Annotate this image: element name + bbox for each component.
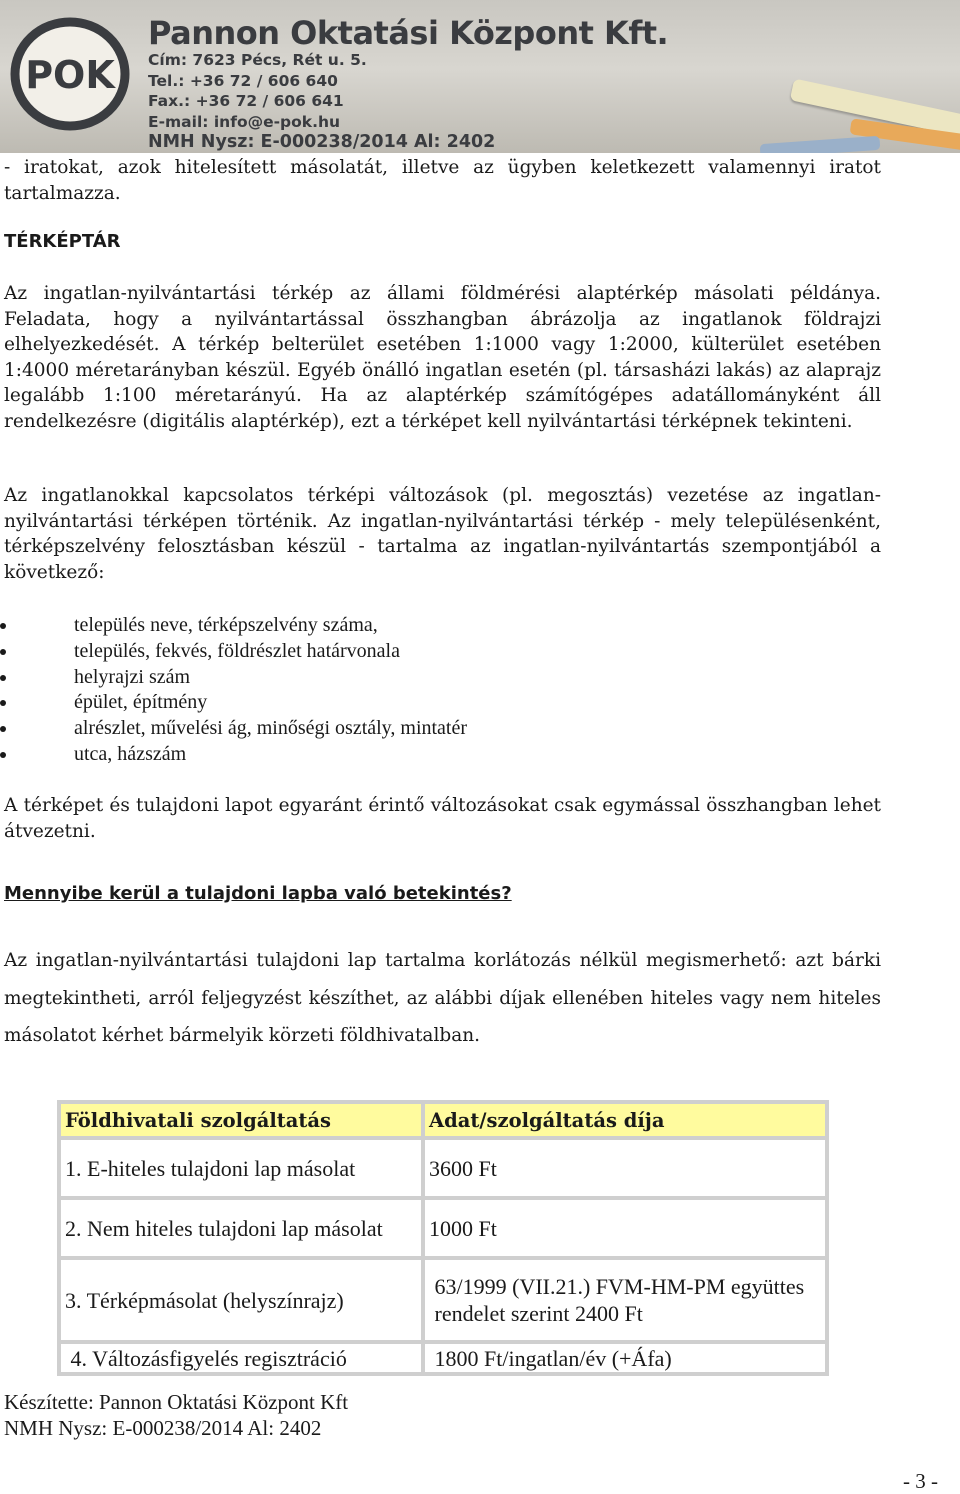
service-cell: 2. Nem hiteles tulajdoni lap másolat bbox=[59, 1198, 423, 1258]
page-number: - 3 - bbox=[903, 1469, 938, 1493]
fees-table bbox=[57, 1100, 829, 1376]
address-line: Cím: 7623 Pécs, Rét u. 5. bbox=[148, 51, 367, 69]
service-cell: 3. Térképmásolat (helyszínrajz) bbox=[59, 1258, 423, 1342]
nmh-line: NMH Nysz: E-000238/2014 Al: 2402 bbox=[148, 132, 496, 152]
bullet-icon bbox=[0, 726, 6, 732]
table-row bbox=[59, 1342, 827, 1374]
terkeptar-paragraph-2: Az ingatlanokkal kapcsolatos térképi változások (pl. megosztás) vezetése az ingatlan-nyilvántartási térképen történik. Az ingatlan-nyilvántartási térkép - mely településenként, térképszelvény felosztásban készül - tartalma az ingatlan-nyilvántartás szempontjából a következő: bbox=[4, 485, 881, 583]
fees-paragraph: Az ingatlan-nyilvántartási tulajdoni lap tartalma korlátozás nélkül megismerhető: azt bárki megtekintheti, arról feljegyzést készíthet, az alábbi díjak ellenében hiteles vagy nem hiteles másolatot kérhet bármelyik körzeti földhivatalban. bbox=[4, 950, 881, 1046]
list-item bbox=[0, 716, 467, 742]
map-content-list bbox=[0, 613, 467, 768]
list-item bbox=[0, 665, 467, 691]
bullet-icon bbox=[0, 752, 6, 758]
document-footer bbox=[4, 1389, 348, 1441]
terkeptar-paragraph-1: Az ingatlan-nyilvántartási térkép az állami földmérési alaptérkép másolati példánya. Feladata, hogy a nyilvántartással összhangban ábrázolja az ingatlanok földrajzi elhelyezkedését. A térkép belterület esetében 1:1000 vagy 1:2000, külterület esetében 1:4000 méretarányban készül. Egyéb önálló ingatlan esetén (pl. társasházi lakás) az alaprajz legalább 1:100 méretarányú. Ha az alaptérkép számítógépes adatállományként áll rendelkezésre (digitális alaptérkép), ezt a térképet kell nyilvántartási térképnek tekinteni. bbox=[4, 283, 881, 432]
section-heading-fees: Mennyibe kerül a tulajdoni lapba való betekintés? bbox=[4, 883, 512, 904]
fee-cell: 1000 Ft bbox=[423, 1198, 827, 1258]
bullet-icon bbox=[0, 700, 6, 706]
company-name: Pannon Oktatási Központ Kft. bbox=[148, 14, 669, 52]
bullet-icon bbox=[0, 623, 6, 629]
list-item-text: utca, házszám bbox=[74, 742, 187, 765]
table-row bbox=[59, 1138, 827, 1198]
list-item-text: település, fekvés, földrészlet határvonala bbox=[74, 639, 400, 662]
list-item bbox=[0, 639, 467, 665]
bullet-icon bbox=[0, 675, 6, 681]
list-item-text: helyrajzi szám bbox=[74, 665, 191, 688]
pok-logo-icon bbox=[8, 10, 133, 135]
fax-line: Fax.: +36 72 / 606 641 bbox=[148, 92, 344, 110]
pok-logo bbox=[8, 10, 133, 135]
fee-cell: 3600 Ft bbox=[423, 1138, 827, 1198]
table-row bbox=[59, 1198, 827, 1258]
table-row bbox=[59, 1258, 827, 1342]
table-header-row bbox=[59, 1102, 827, 1138]
company-contact bbox=[148, 50, 495, 153]
list-item bbox=[0, 690, 467, 716]
intro-paragraph: - iratokat, azok hitelesített másolatát, illetve az ügyben keletkezett valamennyi iratot tartalmazza. bbox=[4, 157, 881, 204]
column-header-fee: Adat/szolgáltatás díja bbox=[423, 1102, 827, 1138]
list-item-text: alrészlet, művelési ág, minőségi osztály, mintatér bbox=[74, 717, 468, 740]
service-cell: 4. Változásfigyelés regisztráció bbox=[59, 1342, 423, 1374]
footer-author: Készítette: Pannon Oktatási Központ Kft bbox=[4, 1390, 349, 1414]
fee-cell-line: rendelet szerint 2400 Ft bbox=[429, 1301, 643, 1326]
terkeptar-paragraph-3: A térképet és tulajdoni lapot egyaránt érintő változásokat csak egymással összhangban lehet átvezetni. bbox=[4, 795, 881, 842]
bullet-icon bbox=[0, 649, 6, 655]
header-banner bbox=[0, 0, 960, 153]
list-item-text: épület, építmény bbox=[74, 691, 208, 714]
fee-cell: 1800 Ft/ingatlan/év (+Áfa) bbox=[423, 1342, 827, 1374]
phone-line: Tel.: +36 72 / 606 640 bbox=[148, 71, 338, 90]
footer-nmh: NMH Nysz: E-000238/2014 Al: 2402 bbox=[4, 1416, 322, 1440]
list-item bbox=[0, 613, 467, 639]
fee-cell-line: 63/1999 (VII.21.) FVM-HM-PM együttes bbox=[429, 1274, 805, 1299]
email-line: E-mail: info@e-pok.hu bbox=[148, 112, 341, 131]
fee-cell bbox=[423, 1258, 827, 1342]
list-item-text: település neve, térképszelvény száma, bbox=[74, 614, 378, 636]
column-header-service: Földhivatali szolgáltatás bbox=[59, 1102, 423, 1138]
chalk-decoration bbox=[760, 136, 881, 153]
list-item bbox=[0, 742, 467, 768]
svg-text:POK: POK bbox=[25, 53, 115, 97]
service-cell: 1. E-hiteles tulajdoni lap másolat bbox=[59, 1138, 423, 1198]
section-heading-terkeptar: TÉRKÉPTÁR bbox=[4, 231, 121, 252]
